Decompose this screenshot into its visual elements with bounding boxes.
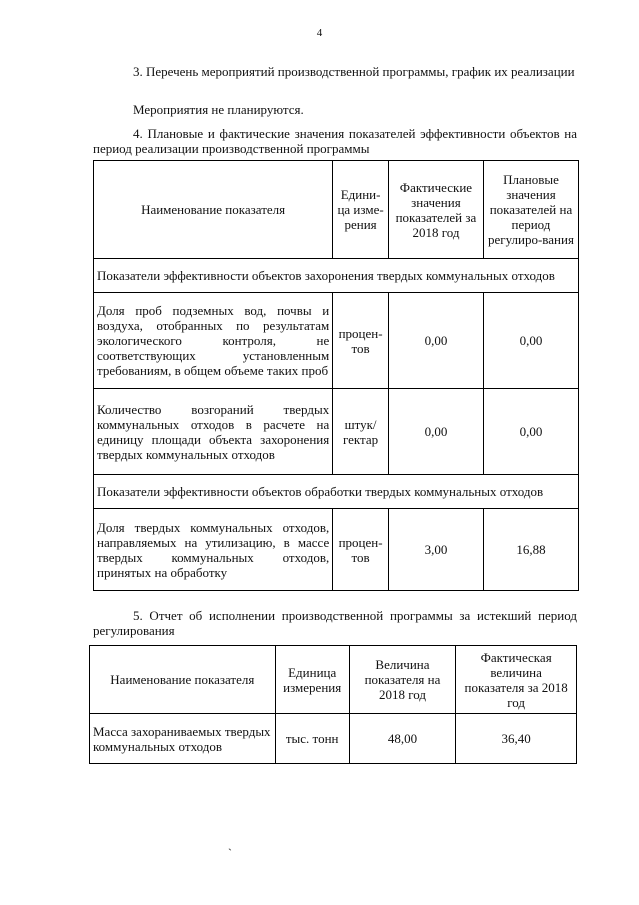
row-name: Доля твердых коммунальных отходов, направляемых на утилизацию, в массе твердых коммунальных отходов, принятых на обработку bbox=[94, 509, 333, 591]
row-actual: 3,00 bbox=[388, 509, 483, 591]
header-unit: Единица измерения bbox=[275, 646, 349, 714]
header-name: Наименование показателя bbox=[90, 646, 276, 714]
header-value: Величина показателя на 2018 год bbox=[349, 646, 456, 714]
section-5-heading: 5. Отчет об исполнении производственной программы за истекший период регулирования bbox=[93, 608, 577, 638]
row-unit: тыс. тонн bbox=[275, 714, 349, 764]
header-planned: Плановые значения показателей на период регулиро-вания bbox=[483, 161, 578, 259]
group-row bbox=[94, 259, 579, 293]
row-name: Масса захораниваемых твердых коммунальных отходов bbox=[90, 714, 276, 764]
table-row bbox=[94, 293, 579, 389]
row-actual: 36,40 bbox=[456, 714, 577, 764]
header-actual: Фактические значения показателей за 2018 год bbox=[388, 161, 483, 259]
group-label: Показатели эффективности объектов обработки твердых коммунальных отходов bbox=[94, 475, 579, 509]
row-value: 48,00 bbox=[349, 714, 456, 764]
report-table bbox=[89, 645, 577, 764]
table-header-row bbox=[94, 161, 579, 259]
row-unit: процен-тов bbox=[333, 293, 389, 389]
page-number: 4 bbox=[316, 27, 323, 39]
row-unit: штук/ гектар bbox=[333, 389, 389, 475]
header-name: Наименование показателя bbox=[94, 161, 333, 259]
group-label: Показатели эффективности объектов захоронения твердых коммунальных отходов bbox=[94, 259, 579, 293]
row-planned: 0,00 bbox=[483, 389, 578, 475]
header-actual: Фактическая величина показателя за 2018 год bbox=[456, 646, 577, 714]
section-4-heading: 4. Плановые и фактические значения показателей эффективности объектов на период реализации производственной программы bbox=[93, 126, 577, 156]
row-unit: процен-тов bbox=[333, 509, 389, 591]
group-row bbox=[94, 475, 579, 509]
indicators-table bbox=[93, 160, 579, 591]
section-3-heading: 3. Перечень мероприятий производственной программы, график их реализации bbox=[133, 64, 575, 79]
section-3-text: Мероприятия не планируются. bbox=[133, 102, 304, 117]
row-name: Доля проб подземных вод, почвы и воздуха, отобранных по результатам экологического контроля, не соответствующих установленным требованиям, в общем объеме таких проб bbox=[94, 293, 333, 389]
table-header-row bbox=[90, 646, 577, 714]
table-row bbox=[94, 509, 579, 591]
table-row bbox=[90, 714, 577, 764]
header-unit: Едини-ца изме-рения bbox=[333, 161, 389, 259]
stray-mark: ` bbox=[228, 846, 232, 860]
row-planned: 16,88 bbox=[483, 509, 578, 591]
row-actual: 0,00 bbox=[388, 293, 483, 389]
table-row bbox=[94, 389, 579, 475]
row-planned: 0,00 bbox=[483, 293, 578, 389]
row-actual: 0,00 bbox=[388, 389, 483, 475]
row-name: Количество возгораний твердых коммунальных отходов в расчете на единицу площади объекта захоронения твердых коммунальных отходов bbox=[94, 389, 333, 475]
